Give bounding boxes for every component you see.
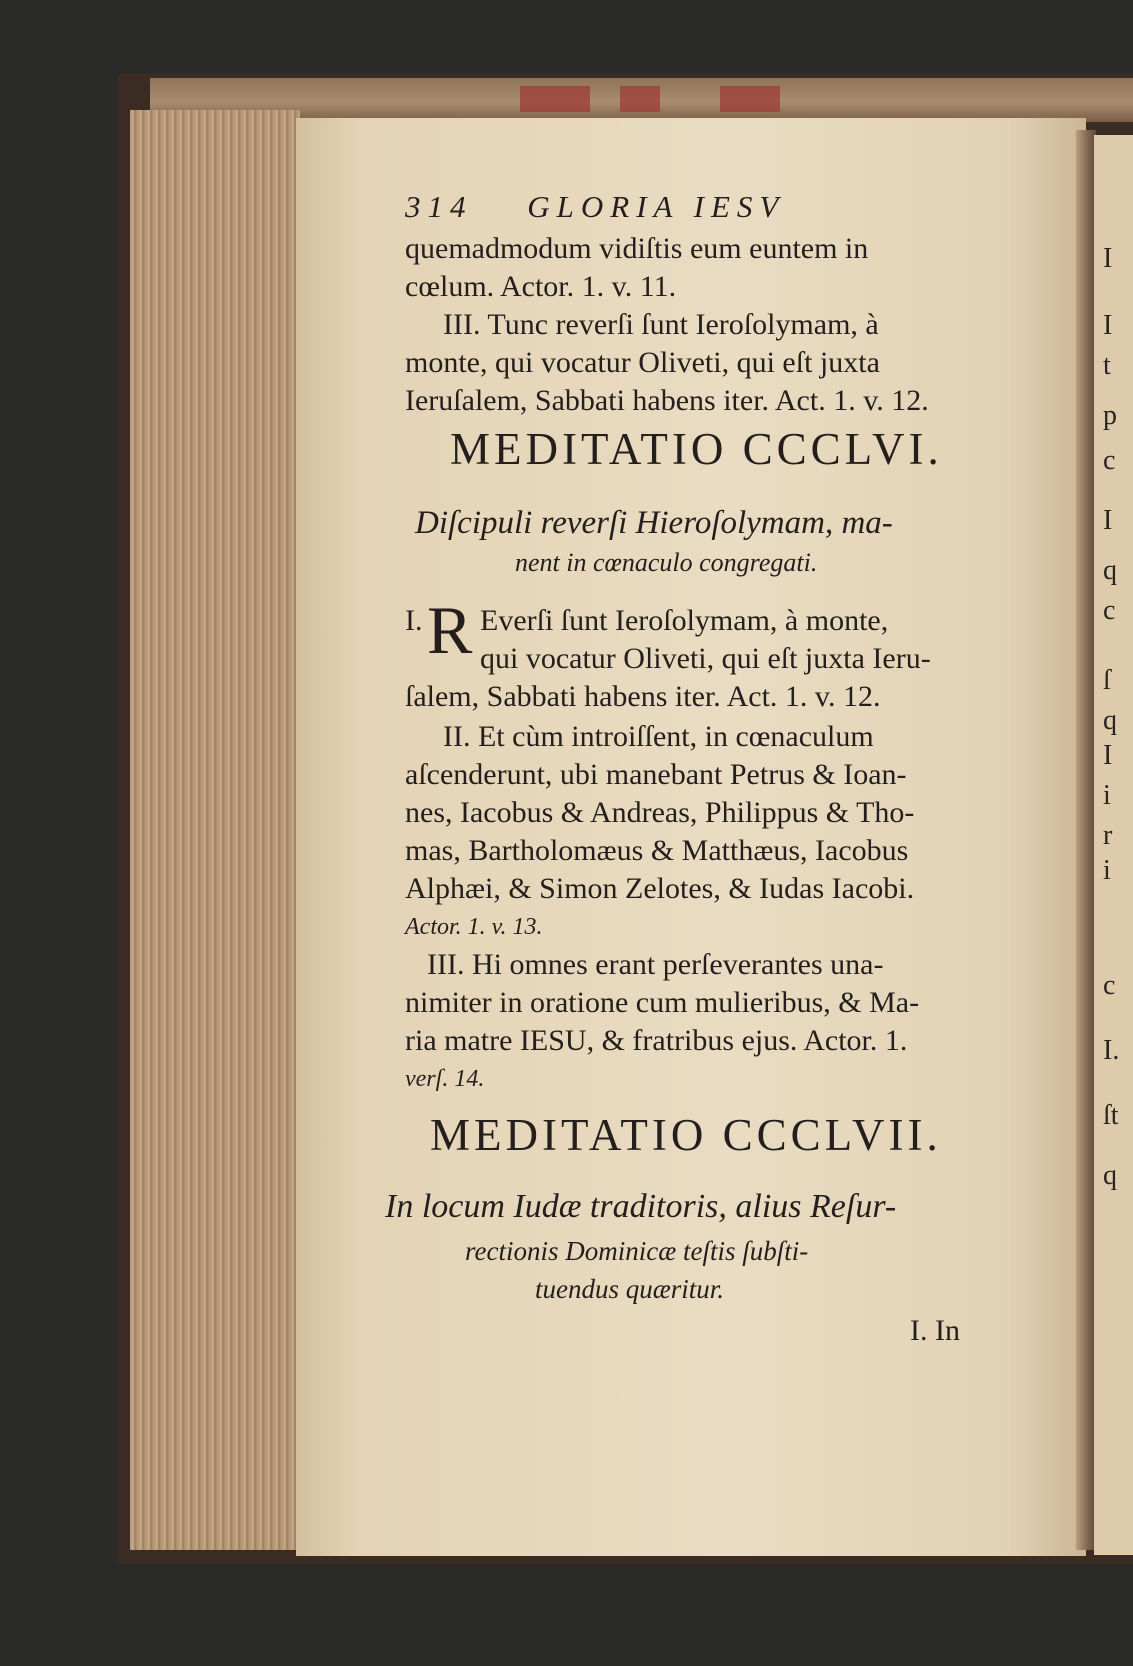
running-title: GLORIA IESV bbox=[527, 189, 786, 224]
text-line: ſalem, Sabbati habens iter. Act. 1. v. 12. bbox=[405, 680, 881, 713]
drop-cap: R bbox=[427, 592, 473, 668]
facing-page-glyph: I bbox=[1103, 310, 1113, 341]
text-line: Actor. 1. v. 13. bbox=[405, 914, 543, 940]
facing-page-glyph: I bbox=[1103, 243, 1113, 274]
text-line: mas, Bartholomæus & Matthæus, Iacobus bbox=[405, 834, 909, 867]
text-line: III. Hi omnes erant perſeverantes una- bbox=[427, 948, 884, 981]
facing-page-glyph: I bbox=[1103, 740, 1113, 771]
facing-page-glyph: I. bbox=[1103, 1035, 1120, 1066]
facing-page-glyph: p bbox=[1103, 400, 1117, 431]
facing-page-glyph: ſ bbox=[1103, 665, 1111, 696]
meditation-subtitle: Diſcipuli reverſi Hieroſolymam, ma- bbox=[415, 505, 893, 541]
text-line: monte, qui vocatur Oliveti, qui eſt juxta bbox=[405, 346, 880, 379]
facing-page-glyph: r bbox=[1103, 820, 1113, 851]
facing-page-glyph: I bbox=[1103, 505, 1113, 536]
meditation-subtitle: tuendus quæritur. bbox=[535, 1274, 725, 1304]
text-line: nes, Iacobus & Andreas, Philippus & Tho- bbox=[405, 796, 915, 829]
paragraph-number: I. bbox=[405, 604, 423, 637]
text-line: ria matre IESU, & fratribus ejus. Actor. 1. bbox=[405, 1024, 908, 1057]
facing-page-glyph: q bbox=[1103, 705, 1117, 736]
text-line: qui vocatur Oliveti, qui eſt juxta Ieru- bbox=[480, 642, 931, 675]
page-number: 314 bbox=[405, 189, 473, 224]
facing-page-edge bbox=[1094, 135, 1133, 1555]
text-line: nimiter in oratione cum mulieribus, & Ma- bbox=[405, 986, 920, 1019]
facing-page-glyph: c bbox=[1103, 445, 1116, 476]
facing-page-glyph: t bbox=[1103, 350, 1111, 381]
text-line: II. Et cùm introiſſent, in cœnaculum bbox=[443, 720, 874, 753]
red-edge-mark bbox=[720, 86, 780, 112]
meditation-subtitle: nent in cœnaculo congregati. bbox=[515, 548, 818, 577]
text-line: verſ. 14. bbox=[405, 1066, 485, 1092]
book-gutter bbox=[1076, 130, 1096, 1550]
book-fore-edge bbox=[130, 110, 300, 1550]
text-line: Ieruſalem, Sabbati habens iter. Act. 1. v. 12. bbox=[405, 384, 929, 417]
catchword: I. In bbox=[910, 1314, 960, 1347]
red-edge-mark bbox=[520, 86, 590, 112]
running-head bbox=[405, 190, 785, 224]
meditation-subtitle: In locum Iudæ traditoris, alius Reſur- bbox=[385, 1188, 897, 1225]
text-line: Everſi ſunt Ieroſolymam, à monte, bbox=[480, 604, 889, 637]
facing-page-glyph: ſt bbox=[1103, 1100, 1119, 1131]
facing-page-glyph: q bbox=[1103, 1160, 1117, 1191]
red-edge-mark bbox=[620, 86, 660, 112]
facing-page-glyph: i bbox=[1103, 855, 1111, 886]
text-line: quemadmodum vidiſtis eum euntem in bbox=[405, 232, 869, 265]
text-line: Alphæi, & Simon Zelotes, & Iudas Iacobi. bbox=[405, 872, 915, 905]
text-line: III. Tunc reverſi ſunt Ieroſolymam, à bbox=[443, 308, 879, 341]
meditation-heading: MEDITATIO CCCLVI. bbox=[450, 424, 943, 474]
facing-page-glyph: c bbox=[1103, 970, 1116, 1001]
facing-page-glyph: i bbox=[1103, 780, 1111, 811]
meditation-heading: MEDITATIO CCCLVII. bbox=[430, 1110, 942, 1160]
text-line: aſcenderunt, ubi manebant Petrus & Ioan- bbox=[405, 758, 907, 791]
meditation-subtitle: rectionis Dominicæ teſtis ſubſti- bbox=[465, 1236, 809, 1266]
facing-page-glyph: c bbox=[1103, 595, 1116, 626]
text-line: cœlum. Actor. 1. v. 11. bbox=[405, 270, 677, 303]
facing-page-glyph: q bbox=[1103, 555, 1117, 586]
